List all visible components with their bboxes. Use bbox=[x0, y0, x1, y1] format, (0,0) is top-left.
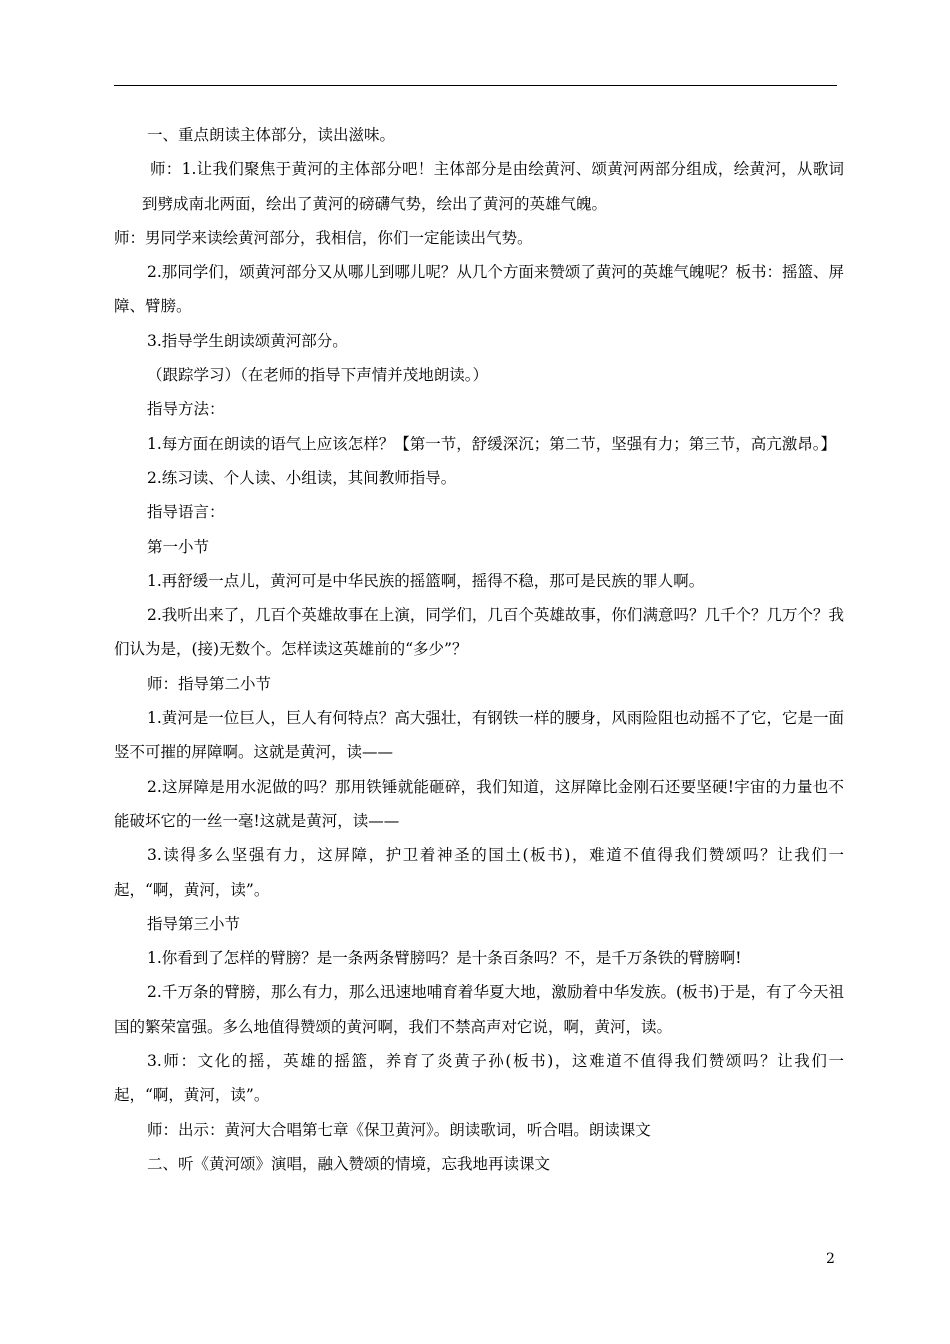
paragraph: 1.你看到了怎样的臂膀？是一条两条臂膀吗？是十条百条吗？不，是千万条铁的臂膀啊! bbox=[147, 949, 742, 968]
subsection-heading: 指导第三小节 bbox=[147, 914, 241, 933]
section-heading-one: 一、重点朗读主体部分，读出滋味。 bbox=[147, 126, 396, 144]
paragraph: 3.师：文化的摇，英雄的摇篮，养育了炎黄子孙(板书)，这难道不值得我们赞颂吗？让我们一起，“啊，黄河，读”。 bbox=[114, 1052, 844, 1105]
paragraph: 指导方法： bbox=[147, 400, 225, 419]
page-number: 2 bbox=[826, 1251, 835, 1267]
paragraph: 3.读得多么坚强有力，这屏障，护卫着神圣的国土(板书)，难道不值得我们赞颂吗？让我们一起，“啊，黄河，读”。 bbox=[114, 846, 844, 899]
paragraph: 师：1.让我们聚焦于黄河的主体部分吧！主体部分是由绘黄河、颂黄河两部分组成，绘黄河，从歌词到劈成南北两面，绘出了黄河的磅礴气势，绘出了黄河的英雄气魄。 bbox=[142, 160, 844, 213]
paragraph: （跟踪学习）（在老师的指导下声情并茂地朗读。） bbox=[147, 366, 489, 385]
subsection-heading: 师：指导第二小节 bbox=[147, 674, 272, 693]
paragraph: 1.再舒缓一点儿，黄河可是中华民族的摇篮啊，摇得不稳，那可是民族的罪人啊。 bbox=[147, 571, 705, 590]
paragraph: 3.指导学生朗读颂黄河部分。 bbox=[147, 331, 348, 350]
document-body bbox=[114, 118, 844, 1181]
paragraph: 师：出示：黄河大合唱第七章《保卫黄河》。朗读歌词，听合唱。朗读课文 bbox=[147, 1120, 651, 1139]
paragraph: 1.黄河是一位巨人，巨人有何特点？高大强壮，有钢铁一样的腰身，风雨险阻也动摇不了它，它是一面竖不可摧的屏障啊。这就是黄河，读—— bbox=[114, 709, 844, 762]
section-heading-two: 二、听《黄河颂》演唱，融入赞颂的情境，忘我地再读课文 bbox=[147, 1154, 551, 1173]
paragraph: 2.我听出来了，几百个英雄故事在上演，同学们，几百个英雄故事，你们满意吗？几千个？几万个？我们认为是，(接)无数个。怎样读这英雄前的“多少”？ bbox=[114, 606, 844, 659]
paragraph: 2.那同学们，颂黄河部分又从哪儿到哪儿呢？从几个方面来赞颂了黄河的英雄气魄呢？板书：摇篮、屏障、臂膀。 bbox=[114, 263, 844, 316]
paragraph: 2.这屏障是用水泥做的吗？那用铁锤就能砸碎，我们知道，这屏障比金刚石还要坚硬!宇宙的力量也不能破坏它的一丝一毫!这就是黄河，读—— bbox=[114, 777, 844, 830]
paragraph: 指导语言： bbox=[147, 503, 225, 522]
paragraph: 1.每方面在朗读的语气上应该怎样？【第一节，舒缓深沉；第二节，坚强有力；第三节，高亢激昂。】 bbox=[147, 434, 837, 453]
header-rule bbox=[114, 85, 837, 86]
paragraph: 2.千万条的臂膀，那么有力，那么迅速地哺育着华夏大地，激励着中华发族。(板书)于是，有了今天祖国的繁荣富强。多么地值得赞颂的黄河啊，我们不禁高声对它说，啊，黄河，读。 bbox=[114, 983, 844, 1036]
subsection-heading: 第一小节 bbox=[147, 537, 210, 556]
paragraph: 2.练习读、个人读、小组读，其间教师指导。 bbox=[147, 468, 457, 487]
paragraph: 师：男同学来读绘黄河部分，我相信，你们一定能读出气势。 bbox=[114, 228, 533, 247]
